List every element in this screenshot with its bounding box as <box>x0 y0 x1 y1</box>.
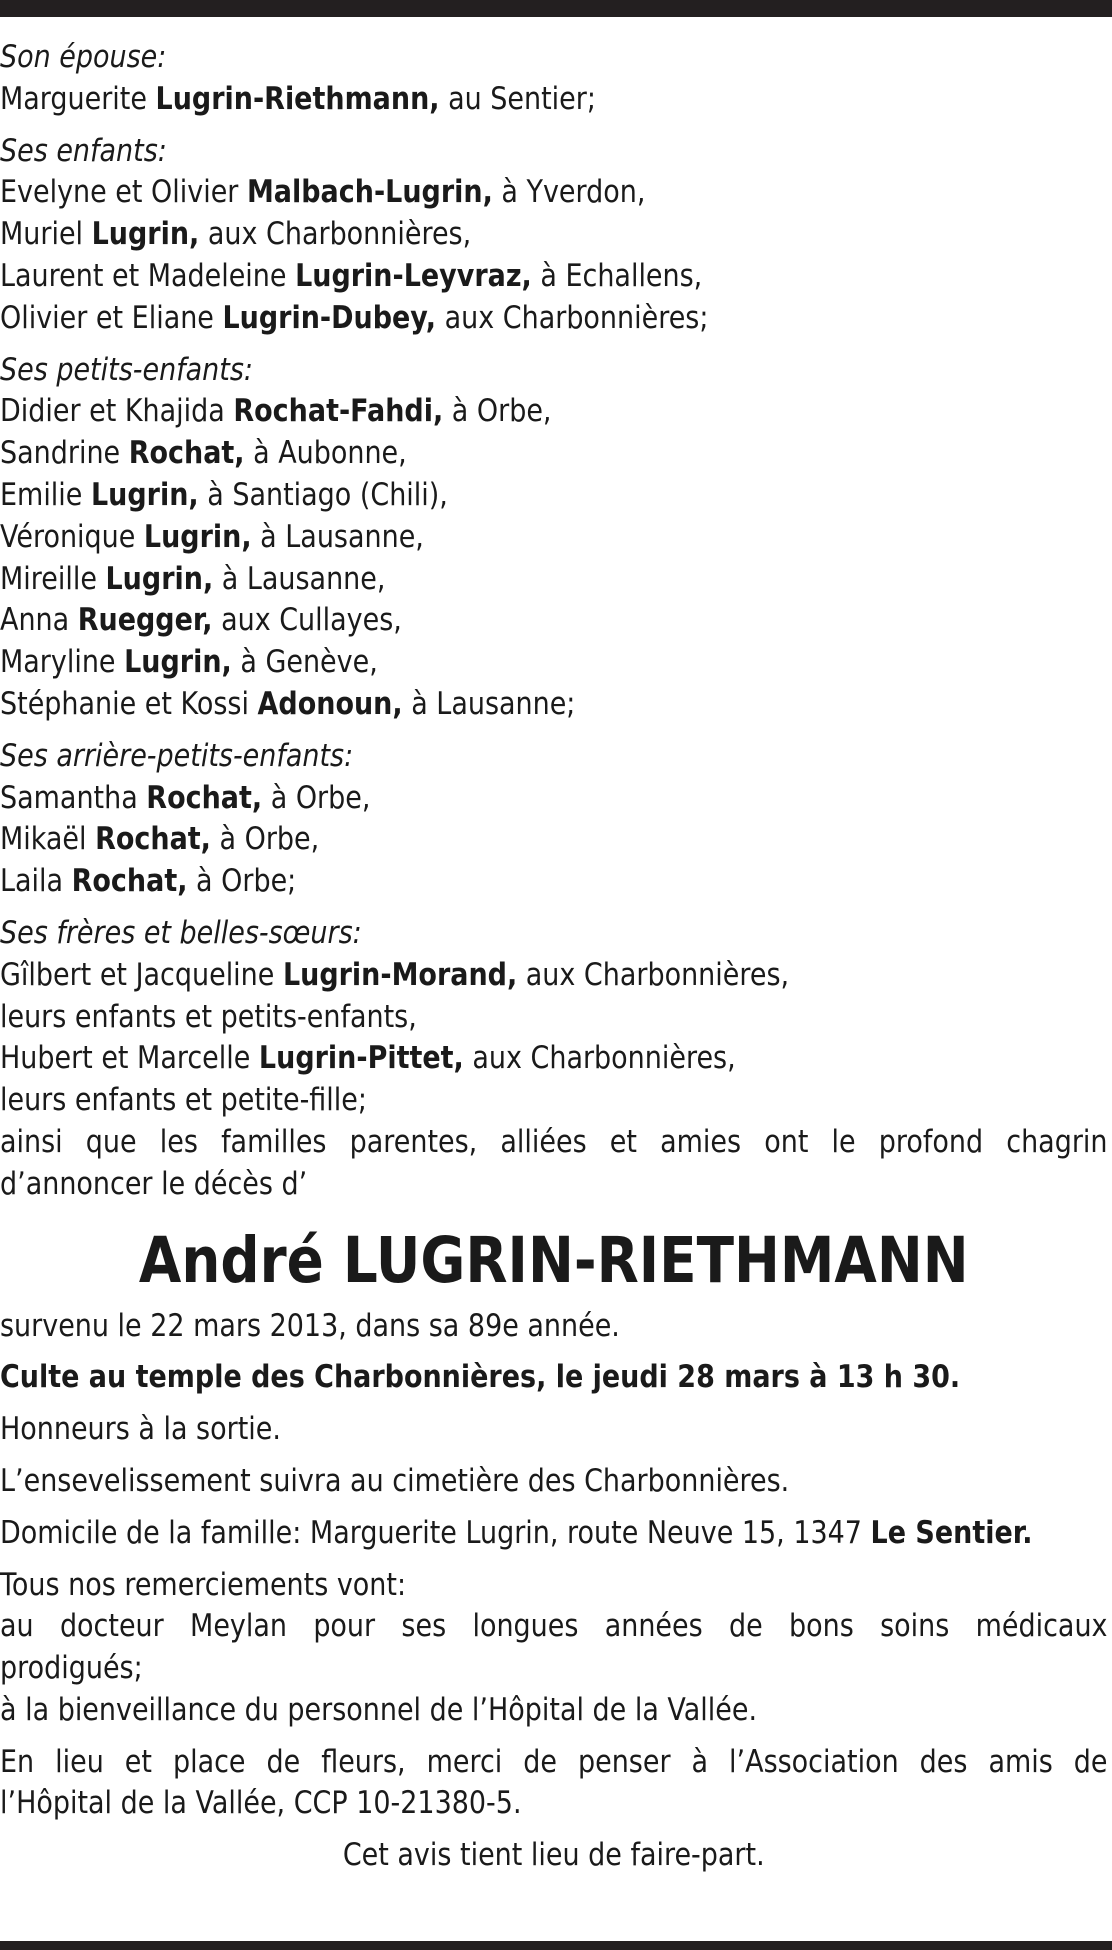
line-place: à Orbe, <box>262 779 371 816</box>
thanks-doctor-cont: prodigués; <box>0 1650 143 1687</box>
death-info: survenu le 22 mars 2013, dans sa 89e année. <box>0 1307 620 1344</box>
line-place: à Lausanne, <box>213 560 386 597</box>
family-line <box>0 475 1108 517</box>
family-line <box>0 955 1108 997</box>
closing-note: Cet avis tient lieu de faire-part. <box>342 1837 765 1874</box>
family-name: Lugrin-Morand, <box>282 956 518 993</box>
line-text: Gîlbert et Jacqueline <box>0 956 283 993</box>
thanks-doctor: au docteur Meylan pour ses longues années de bons soins médicaux <box>0 1608 1108 1645</box>
line-place: à Lausanne; <box>402 685 576 722</box>
family-name: Lugrin-Pittet, <box>258 1040 464 1077</box>
thanks-intro: Tous nos remerciements vont: <box>0 1566 407 1603</box>
section-children <box>0 131 1108 340</box>
family-line <box>0 684 1108 726</box>
family-line <box>0 1080 1108 1122</box>
line-place: aux Cullayes, <box>212 602 402 639</box>
line-place: aux Charbonnières, <box>463 1040 736 1077</box>
family-name: Lugrin, <box>124 644 232 681</box>
line-text: Anna <box>0 602 78 639</box>
family-name: Rochat, <box>128 435 245 472</box>
family-line <box>0 79 1108 121</box>
line-text: Mireille <box>0 560 106 597</box>
line-text: Laurent et Madeleine <box>0 257 296 294</box>
family-line <box>0 997 1108 1039</box>
line-place: à Orbe, <box>443 393 552 430</box>
family-line <box>0 600 1108 642</box>
family-name: Ruegger, <box>77 602 213 639</box>
line-text: leurs enfants et petits-enfants, <box>0 998 417 1035</box>
line-place: à Yverdon, <box>492 174 646 211</box>
line-place: aux Charbonnières, <box>199 216 472 253</box>
family-line <box>0 778 1108 820</box>
line-text: Samantha <box>0 779 147 816</box>
flowers-line: l’Hôpital de la Vallée, CCP 10-21380-5. <box>0 1785 522 1822</box>
section-siblings <box>0 913 1108 1206</box>
line-text: Mikaël <box>0 821 96 858</box>
line-text: Laila <box>0 863 72 900</box>
family-line <box>0 214 1108 256</box>
family-name: Lugrin-Riethmann, <box>155 80 440 117</box>
family-name: Lugrin, <box>91 216 200 253</box>
family-line <box>0 819 1108 861</box>
announcement-line: d’annoncer le décès d’ <box>0 1165 308 1202</box>
flowers-line: En lieu et place de fleurs, merci de penser à l’Association des amis de <box>0 1743 1108 1780</box>
line-place: à Echallens, <box>531 257 703 294</box>
line-place: au Sentier; <box>439 80 596 117</box>
line-text: Didier et Khajida <box>0 393 234 430</box>
family-name: Malbach-Lugrin, <box>246 174 493 211</box>
family-name: Rochat, <box>95 821 211 858</box>
family-line <box>0 642 1108 684</box>
domicile-town: Le Sentier. <box>870 1514 1033 1551</box>
line-text: Olivier et Eliane <box>0 299 223 336</box>
section-heading: Ses arrière-petits-enfants: <box>0 737 354 774</box>
family-line <box>0 559 1108 601</box>
family-line <box>0 861 1108 903</box>
bottom-rule <box>0 1941 1112 1950</box>
family-line <box>0 172 1108 214</box>
flowers-section <box>0 1742 1108 1826</box>
family-line <box>0 1038 1108 1080</box>
family-name: Lugrin-Dubey, <box>222 299 437 336</box>
line-place: à Genève, <box>231 644 378 681</box>
family-line <box>0 298 1108 340</box>
section-spouse <box>0 37 1108 121</box>
family-line <box>0 391 1108 433</box>
family-line <box>0 517 1108 559</box>
line-place: aux Charbonnières; <box>436 299 709 336</box>
section-heading: Ses frères et belles-sœurs: <box>0 914 362 951</box>
family-name: Lugrin, <box>105 560 214 597</box>
honours-info: Honneurs à la sortie. <box>0 1411 281 1448</box>
line-text: Hubert et Marcelle <box>0 1040 259 1077</box>
deceased-name: André LUGRIN-RIETHMANN <box>138 1223 969 1297</box>
section-heading: Ses enfants: <box>0 132 167 169</box>
obituary-text <box>0 37 1108 1877</box>
line-place: à Orbe, <box>210 821 320 858</box>
domicile-text: Domicile de la famille: Marguerite Lugrin, route Neuve 15, 1347 <box>0 1514 871 1551</box>
line-text: leurs enfants et petite-fille; <box>0 1082 367 1119</box>
line-text: Sandrine <box>0 435 129 472</box>
line-text: Emilie <box>0 476 91 513</box>
line-place: à Aubonne, <box>244 435 407 472</box>
section-heading: Ses petits-enfants: <box>0 351 253 388</box>
section-grandchildren <box>0 350 1108 726</box>
family-line <box>0 433 1108 475</box>
line-place: aux Charbonnières, <box>517 956 790 993</box>
family-domicile <box>0 1513 1108 1555</box>
line-place: à Santiago (Chili), <box>198 476 448 513</box>
line-place: à Orbe; <box>187 863 297 900</box>
announcement-line: ainsi que les familles parentes, alliées et amies ont le profond chagrin <box>0 1123 1108 1160</box>
family-name: Lugrin-Leyvraz, <box>295 257 532 294</box>
thanks-section <box>0 1565 1108 1732</box>
line-text: Muriel <box>0 216 92 253</box>
family-name: Rochat, <box>146 779 263 816</box>
family-name: Adonoun, <box>257 685 403 722</box>
family-line <box>0 256 1108 298</box>
family-name: Lugrin, <box>90 476 199 513</box>
family-name: Rochat-Fahdi, <box>233 393 444 430</box>
line-text: Marguerite <box>0 80 156 117</box>
top-rule <box>0 0 1112 17</box>
burial-info: L’ensevelissement suivra au cimetière des Charbonnières. <box>0 1462 790 1499</box>
family-name: Lugrin, <box>143 518 252 555</box>
section-heading: Son épouse: <box>0 39 167 75</box>
thanks-hospital: à la bienveillance du personnel de l’Hôpital de la Vallée. <box>0 1691 758 1728</box>
family-name: Rochat, <box>71 863 188 900</box>
line-text: Stéphanie et Kossi <box>0 685 258 722</box>
service-info: Culte au temple des Charbonnières, le jeudi 28 mars à 13 h 30. <box>0 1359 961 1396</box>
line-text: Maryline <box>0 644 125 681</box>
line-text: Evelyne et Olivier <box>0 174 247 211</box>
line-text: Véronique <box>0 518 144 555</box>
line-place: à Lausanne, <box>251 518 424 555</box>
section-great-grandchildren <box>0 736 1108 903</box>
